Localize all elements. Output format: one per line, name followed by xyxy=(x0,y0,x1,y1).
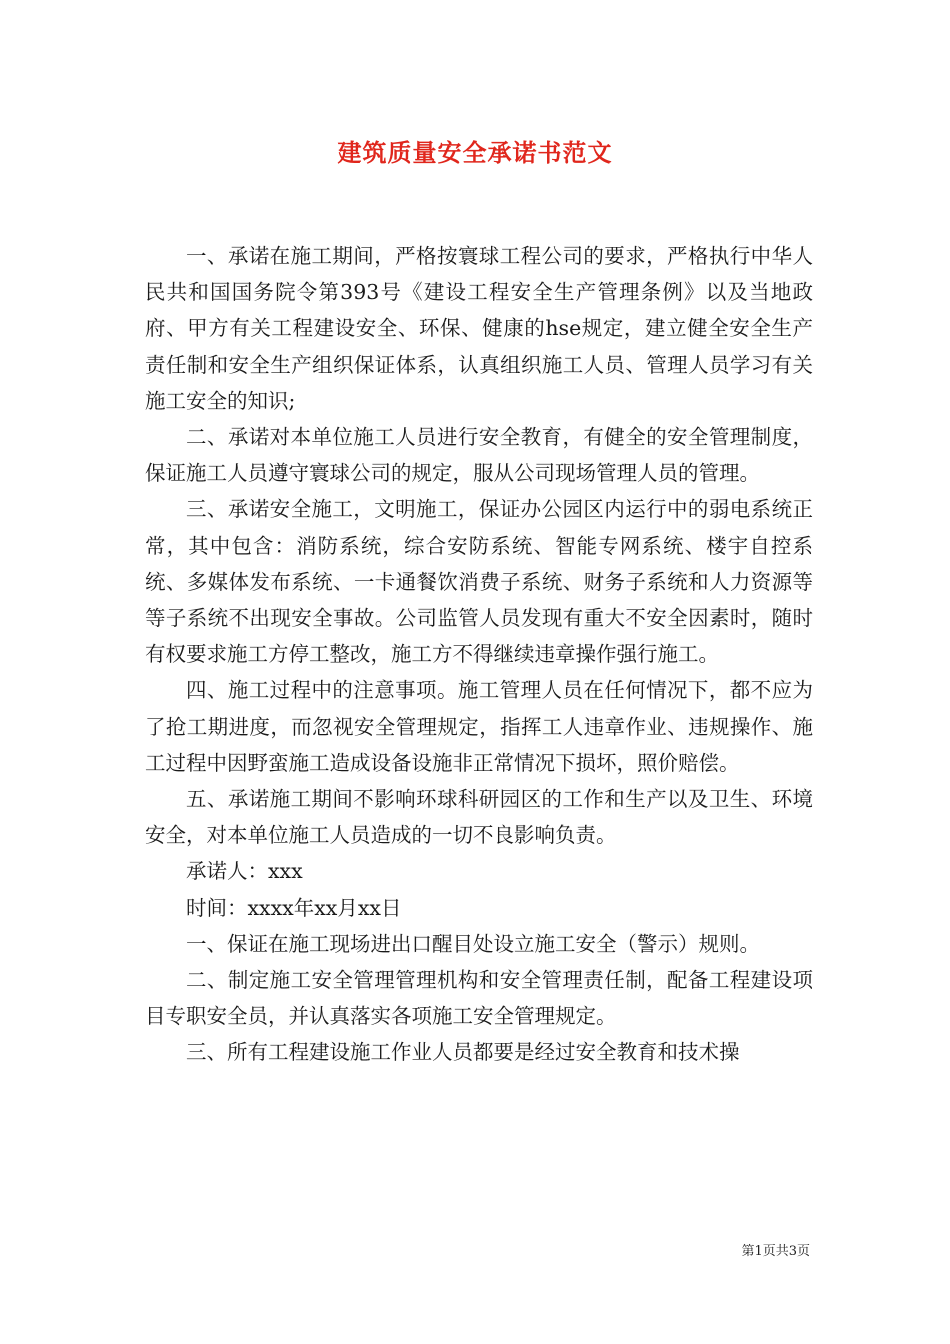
paragraph-commitment-2: 二、承诺对本单位施工人员进行安全教育，有健全的安全管理制度，保证施工人员遵守寰球公司的规定，服从公司现场管理人员的管理。 xyxy=(145,425,813,486)
paragraph-guarantee-3: 三、所有工程建设施工作业人员都要是经过安全教育和技术操 xyxy=(186,1040,740,1065)
document-title: 建筑质量安全承诺书范文 xyxy=(337,138,613,167)
paragraph-commitment-5: 五、承诺施工期间不影响环球科研园区的工作和生产以及卫生、环境安全，对本单位施工人员造成的一切不良影响负责。 xyxy=(145,787,813,848)
date-line: 时间：xxxx年xx月xx日 xyxy=(186,895,402,920)
paragraph-commitment-3: 三、承诺安全施工，文明施工，保证办公园区内运行中的弱电系统正常，其中包含：消防系统，综合安防系统、智能专网系统、楼宇自控系统、多媒体发布系统、一卡通餐饮消费子系统、财务子系统和人力资源等等子系统不出现安全事故。公司监管人员发现有重大不安全因素时，随时有权要求施工方停工整改，施工方不得继续违章操作强行施工。 xyxy=(145,497,813,667)
paragraph-guarantee-2: 二、制定施工安全管理管理机构和安全管理责任制，配备工程建设项目专职安全员，并认真落实各项施工安全管理规定。 xyxy=(145,968,813,1029)
document-body xyxy=(145,238,813,1071)
paragraph-guarantee-1: 一、保证在施工现场进出口醒目处设立施工安全（警示）规则。 xyxy=(186,931,760,956)
page-number: 第1页共3页 xyxy=(741,1244,810,1259)
paragraph-commitment-1: 一、承诺在施工期间，严格按寰球工程公司的要求，严格执行中华人民共和国国务院令第393号《建设工程安全生产管理条例》以及当地政府、甲方有关工程建设安全、环保、健康的hse规定，建立健全安全生产责任制和安全生产组织保证体系，认真组织施工人员、管理人员学习有关施工安全的知识; xyxy=(145,244,813,413)
paragraph-commitment-4: 四、施工过程中的注意事项。施工管理人员在任何情况下，都不应为了抢工期进度，而忽视安全管理规定，指挥工人违章作业、违规操作、施工过程中因野蛮施工造成设备设施非正常情况下损坏，照价赔偿。 xyxy=(145,678,813,775)
signatory-line: 承诺人：xxx xyxy=(186,859,303,884)
